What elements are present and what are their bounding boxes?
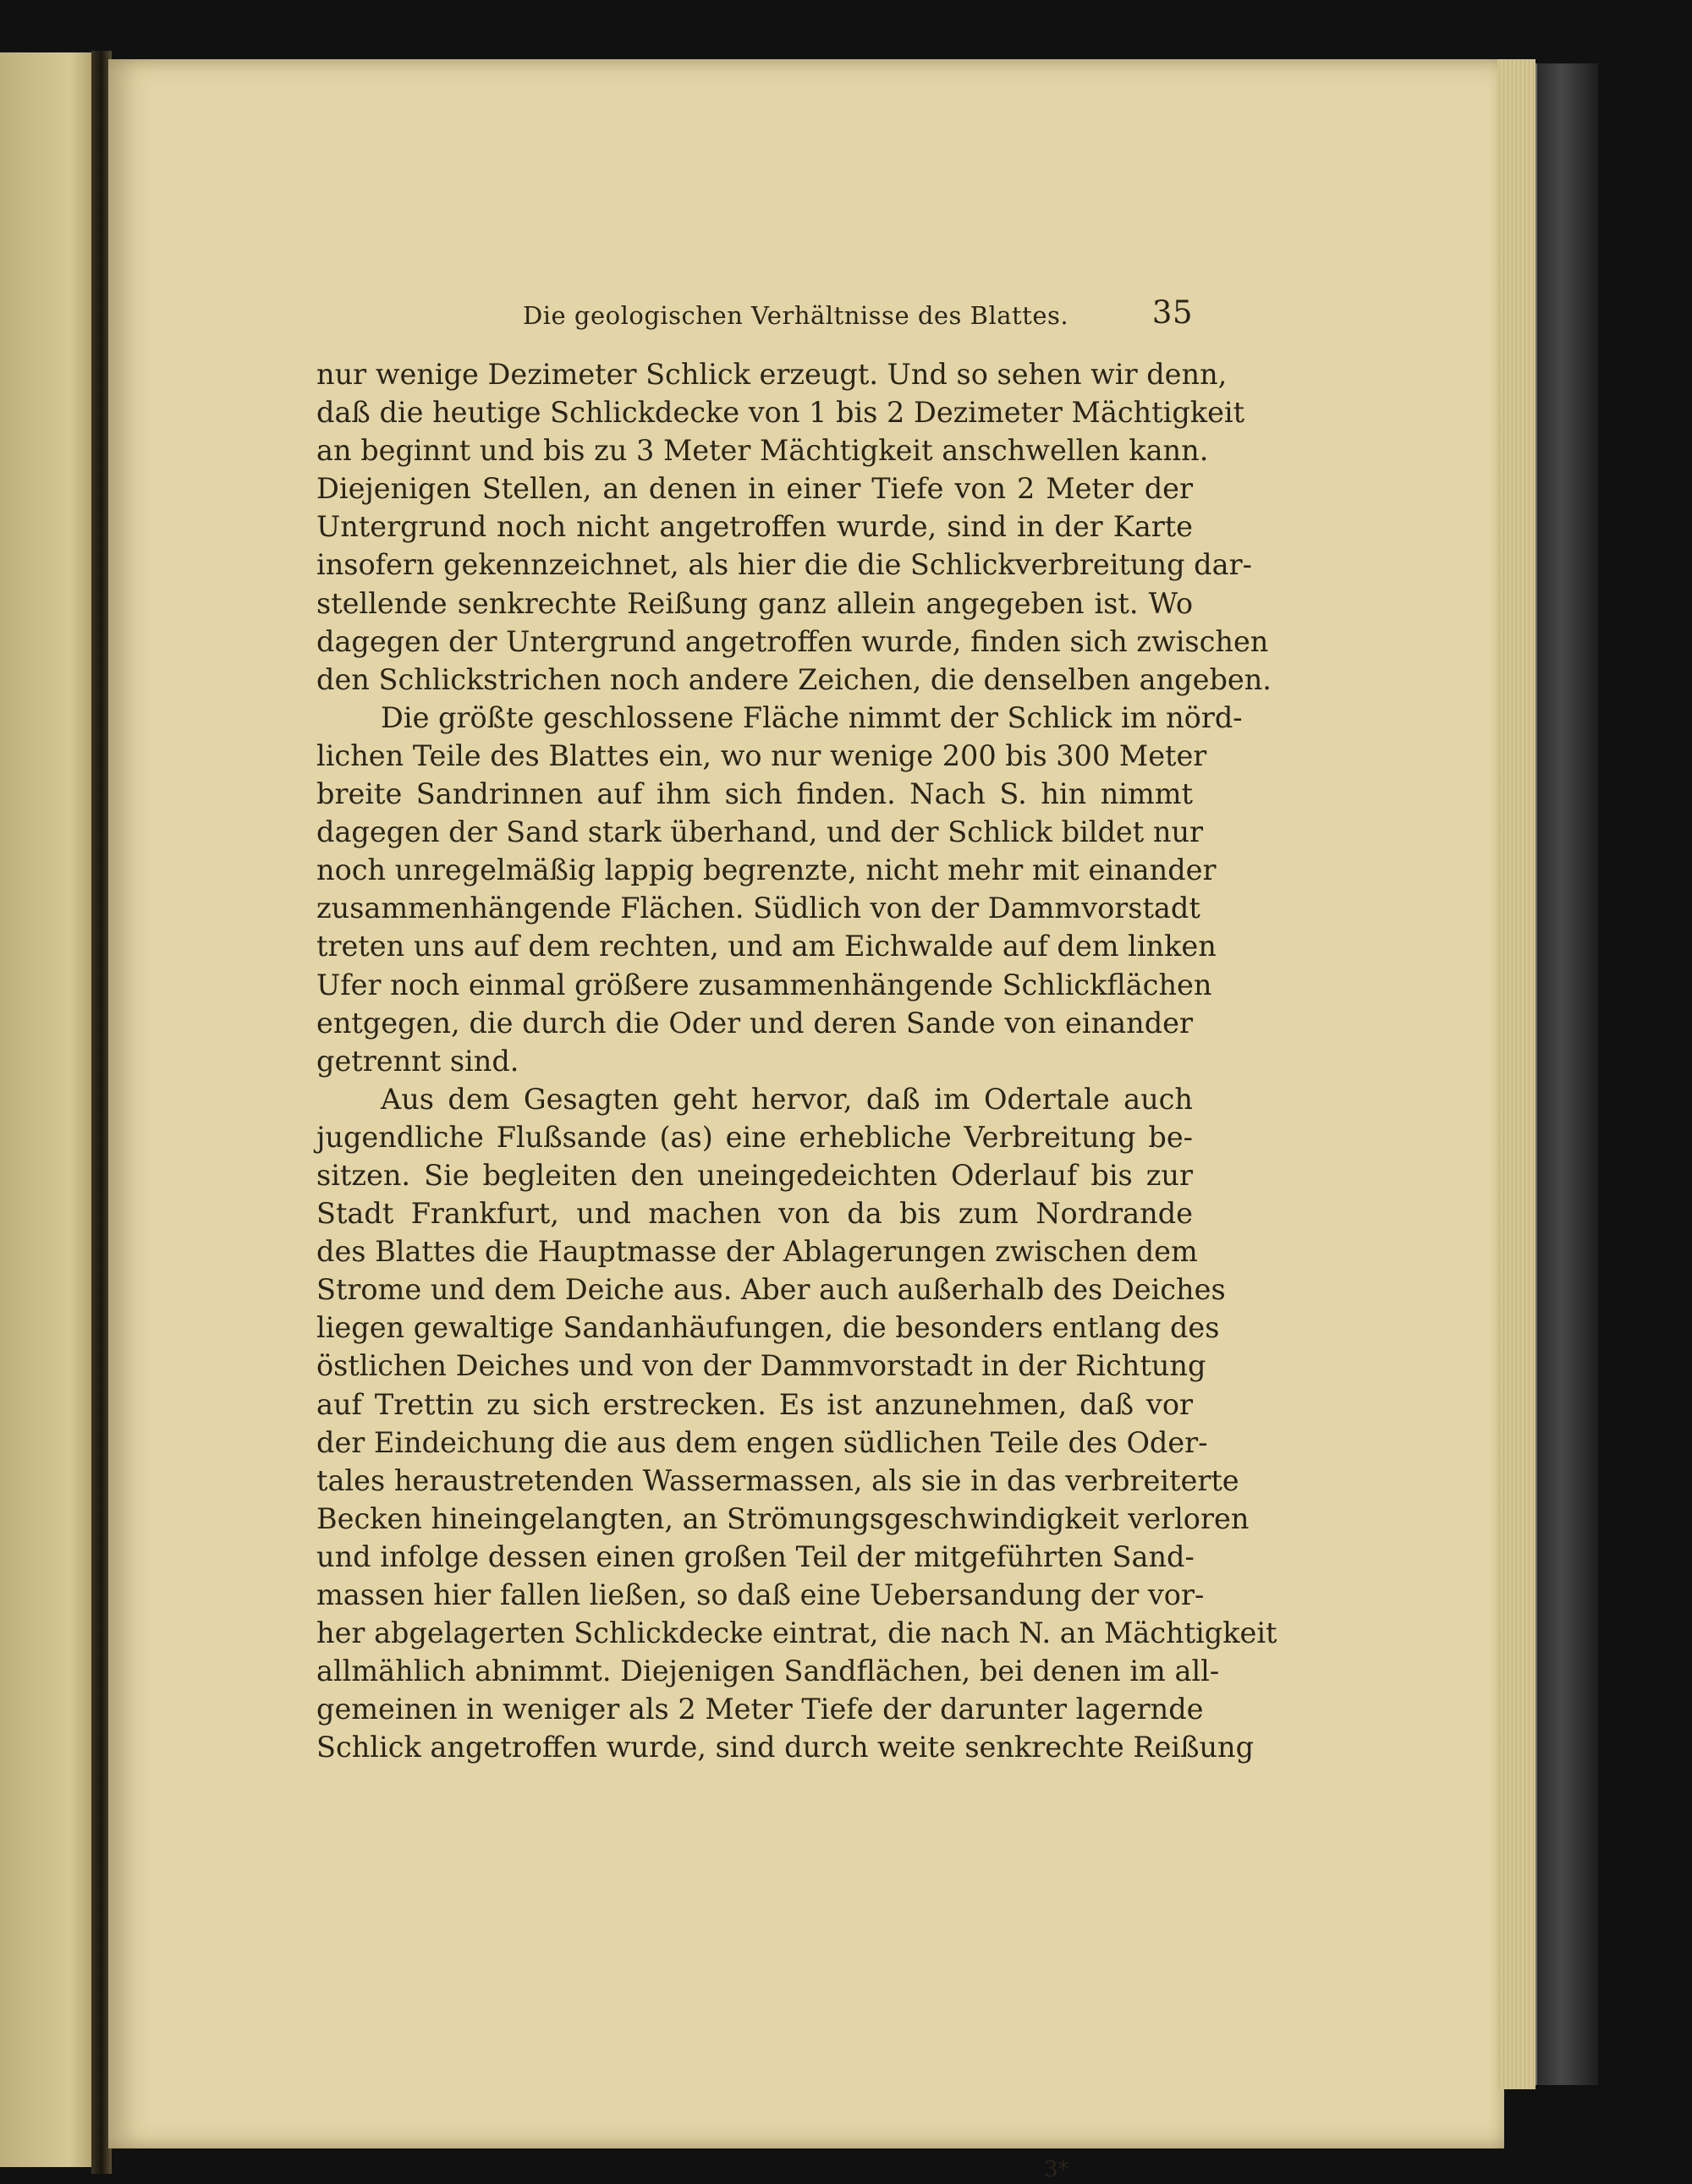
page-number: 35: [1151, 294, 1193, 331]
body-text: [316, 355, 1277, 1766]
signature-mark: 3*: [1044, 2157, 1069, 2182]
text-line: zusammenhängende Flächen. Südlich von der Dammvorstadt: [316, 892, 1200, 925]
text-line: noch unregelmäßig lappig begrenzte, nicht mehr mit einander: [316, 853, 1217, 887]
text-line: auf Trettin zu sich erstrecken. Es ist anzunehmen, daß vor: [316, 1387, 1193, 1421]
text-line: der Eindeichung die aus dem engen südlichen Teile des Oder-: [316, 1425, 1208, 1459]
text-line: daß die heutige Schlickdecke von 1 bis 2 Dezimeter Mächtigkeit: [316, 396, 1245, 430]
text-line: sitzen. Sie begleiten den uneingedeichten Oderlauf bis zur: [316, 1158, 1193, 1192]
text-line: Die größte geschlossene Fläche nimmt der Schlick im nörd-: [381, 700, 1243, 734]
text-line: Aus dem Gesagten geht hervor, daß im Odertale auch: [381, 1082, 1193, 1116]
running-header: [313, 294, 1193, 342]
text-line: stellende senkrechte Reißung ganz allein angegeben ist. Wo: [316, 586, 1193, 620]
book-cover: [1535, 63, 1598, 2085]
text-line: her abgelagerten Schlickdecke eintrat, die nach N. an Mächtigkeit: [316, 1616, 1277, 1650]
text-line: massen hier fallen ließen, so daß eine Uebersandung der vor-: [316, 1578, 1205, 1611]
text-line: dagegen der Untergrund angetroffen wurde, finden sich zwischen: [316, 624, 1269, 658]
page-edges: [1497, 59, 1535, 2089]
text-line: lichen Teile des Blattes ein, wo nur wenige 200 bis 300 Meter: [316, 738, 1207, 772]
text-line: Ufer noch einmal größere zusammenhängende Schlickflächen: [316, 968, 1212, 1001]
text-line: an beginnt und bis zu 3 Meter Mächtigkeit anschwellen kann.: [316, 434, 1209, 468]
text-line: insofern gekennzeichnet, als hier die die Schlickverbreitung dar-: [316, 548, 1252, 582]
text-line: allmählich abnimmt. Diejenigen Sandflächen, bei denen im all-: [316, 1654, 1220, 1688]
text-line: Schlick angetroffen wurde, sind durch weite senkrechte Reißung: [316, 1731, 1255, 1764]
text-line: treten uns auf dem rechten, und am Eichwalde auf dem linken: [316, 930, 1217, 963]
text-line: Untergrund noch nicht angetroffen wurde, sind in der Karte: [316, 510, 1193, 544]
text-line: dagegen der Sand stark überhand, und der Schlick bildet nur: [316, 815, 1204, 849]
text-line: den Schlickstrichen noch andere Zeichen, die denselben angeben.: [316, 662, 1272, 696]
text-line: Strome und dem Deiche aus. Aber auch außerhalb des Deiches: [316, 1273, 1226, 1307]
text-line: jugendliche Flußsande (as) eine erhebliche Verbreitung be-: [316, 1120, 1193, 1154]
text-line: Becken hineingelangten, an Strömungsgeschwindigkeit verloren: [316, 1501, 1250, 1535]
text-line: breite Sandrinnen auf ihm sich finden. Nach S. hin nimmt: [316, 777, 1193, 811]
text-line: tales heraustretenden Wassermassen, als sie in das verbreiterte: [316, 1463, 1239, 1497]
text-line: liegen gewaltige Sandanhäufungen, die besonders entlang des: [316, 1311, 1220, 1345]
text-line: gemeinen in weniger als 2 Meter Tiefe der darunter lagernde: [316, 1693, 1204, 1726]
text-line: östlichen Deiches und von der Dammvorstadt in der Richtung: [316, 1349, 1206, 1383]
text-line: des Blattes die Hauptmasse der Ablagerungen zwischen dem: [316, 1235, 1198, 1269]
left-page-edge: [0, 52, 100, 2167]
text-line: entgegen, die durch die Oder und deren Sande von einander: [316, 1006, 1193, 1040]
text-line: Diejenigen Stellen, an denen in einer Tiefe von 2 Meter der: [316, 472, 1193, 506]
text-line: getrennt sind.: [316, 1044, 519, 1078]
text-line: und infolge dessen einen großen Teil der mitgeführten Sand-: [316, 1539, 1195, 1573]
text-line: nur wenige Dezimeter Schlick erzeugt. Und so sehen wir denn,: [316, 358, 1228, 391]
text-line: Stadt Frankfurt, und machen von da bis zum Nordrande: [316, 1197, 1193, 1231]
running-title: Die geologischen Verhältnisse des Blattes.: [523, 301, 1069, 330]
